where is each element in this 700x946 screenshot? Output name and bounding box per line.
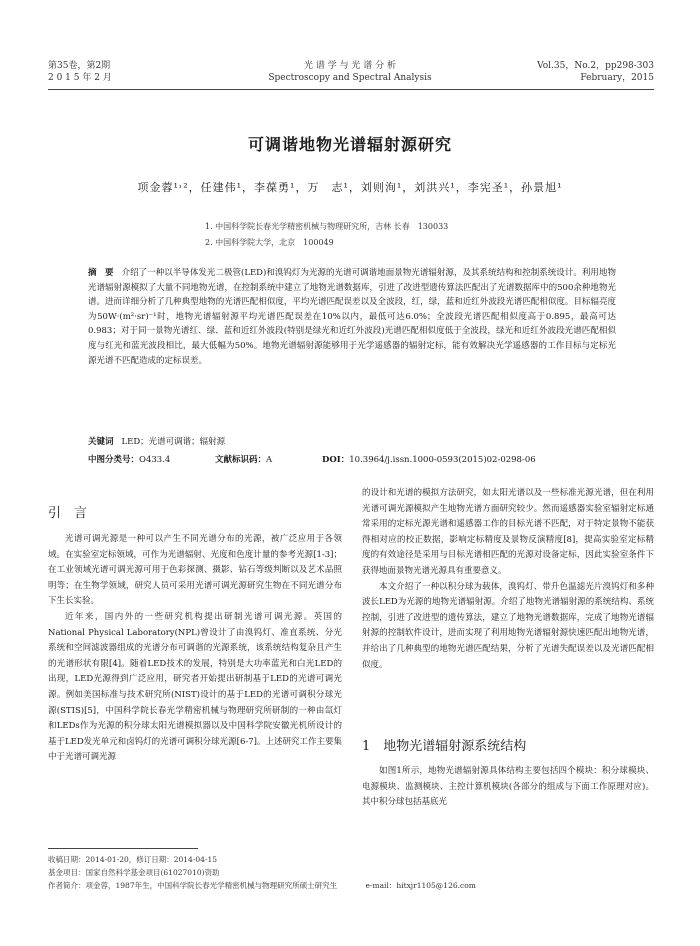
doc-code	[215, 453, 272, 467]
journal-pages	[537, 60, 654, 84]
received-date: 收稿日期：2014-01-20，修订日期：2014-04-15	[48, 855, 217, 864]
clc-number	[88, 453, 170, 467]
affiliation-1: 1. 中国科学院长春光学精密机械与物理研究所，吉林 长春 130033	[205, 222, 449, 231]
footnote-rule	[48, 848, 198, 849]
journal-issue: 第35卷，第2期	[48, 61, 111, 71]
author-email: e-mail：hitxjr1105@126.com	[365, 881, 476, 890]
abstract-text: 介绍了一种以半导体发光二极管(LED)和溴钨灯为光源的光谱可调谐地面景物光谱辐射源，及其系统结构和控制系统设计。利用地物光谱辐射源模拟了大量不同地物光谱，在控制系统中建立了地物光谱数据库，引进了改进型遗传算法匹配出了光谱数据库中的500余种地物光谱。进而详细分析了几种典型地物的光谱匹配相似度，平均光谱匹配误差以及全波段，红，绿，蓝和近红外波段光谱匹配相似度。目标辐亮度为50W·(m²·sr)⁻¹时，地物光谱辐射源平均光谱匹配误差在10%以内，最低可达6.0%；全波段光谱匹配相似度高于0.895，最高可达0.983；对于同一景物光谱红、绿、蓝和近红外波段(特别是绿光和近红外波段)光谱匹配相似度低于全波段，绿光和近红外波段光谱匹配相似度与红光和蓝光波段相比，最大低幅为50%。地物光谱辐射源能够用于光学遥感器的辐射定标，能有效解决光学遥感器的工作目标与定标光源光谱不匹配造成的定标误差。	[88, 268, 616, 366]
keywords	[88, 435, 225, 449]
doi	[322, 453, 536, 467]
intro-heading: 引 言	[48, 506, 88, 521]
section-1-heading: 1 地物光谱辐射源系统结构	[362, 739, 527, 754]
affiliations	[205, 219, 448, 251]
keywords-label: 关键词	[88, 437, 114, 447]
keywords-text: LED；光谱可调谐；辐射源	[121, 437, 226, 447]
abstract-label: 摘 要	[88, 268, 114, 278]
author-list: 项金蓉¹˒²，任建伟¹，李葆勇¹，万 志¹，刘则洵¹，刘洪兴¹，李宪圣¹，孙景旭¹	[137, 181, 563, 194]
doc-value: A	[266, 455, 273, 465]
section-1-paragraph-1: 如图1所示，地物光谱辐射源具体结构主要包括四个模块：积分球模块、电源模块、监测模块、主控计算机模块(各部分的组成与下面工作原理对应)。其中积分球包括基底光	[362, 766, 654, 808]
journal-month: February，2015	[580, 73, 654, 83]
journal-date: 2 0 1 5 年 2 月	[48, 73, 112, 83]
doi-label: DOI：	[322, 455, 350, 465]
intro-paragraph-1: 光谱可调光源是一种可以产生不同光谱分布的光源，被广泛应用于各领域。在实验室定标领域，可作为光谱辐射、光度和色度计量的参考光源[1-3]；在工业领域光谱可调光源可用于色彩探测、摄影、钻石等级判断以及艺术品照明等；在生物学领域，研究人员可采用光谱可调光源研究生物在不同光谱分布下生长实验。	[48, 534, 342, 607]
left-column	[48, 532, 342, 766]
header-rule	[48, 89, 654, 90]
affiliation-2: 2. 中国科学院大学，北京 100049	[205, 238, 334, 247]
author-bio-text: 作者简介：项金蓉，1987年生，中国科学院长春光学精密机械与物理研究所硕士研究生	[48, 881, 338, 890]
paper-title: 可调谐地物光谱辐射源研究	[247, 135, 452, 154]
intro-paragraph-2: 近年来，国内外的一些研究机构提出研制光谱可调光源。英国的 National Physical Laboratory(NPL)曾设计了由溴钨灯、准直系统、分光系统和空间滤波器组成的光谱分布可调谐的光源系统，该系统结构复杂且产生的光谱形状有限[4]。随着LED技术的发展，特别是大功率蓝光和白光LED的出现，LED光源得到广泛应用，研究者开始提出研制基于LED的光谱可调光源。例如美国标准与技术研究所(NIST)设计的基于LED的光谱可调积分球光源(STIS)[5]，中国科学院长春光学精密机械与物理研究所研制的一种由氙灯和LEDs作为光源的积分球太阳光谱模拟器以及中国科学院安徽光机所设计的基于LED发光单元和卤钨灯的光谱可调积分球光源[6-7]。上述研究工作主要集中于光谱可调光源	[48, 611, 342, 763]
author-bio	[48, 879, 654, 892]
footnote	[48, 853, 654, 892]
fund-info: 基金项目：国家自然科学基金项目(61027010)资助	[48, 868, 220, 877]
section-1-body	[362, 764, 654, 811]
clc-value: O433.4	[139, 455, 171, 465]
intro-paragraph-continued: 的设计和光谱的模拟方法研究，如太阳光谱以及一些标准光源光谱，但在利用光谱可调光源模拟产生地物光谱方面研究较少。然而遥感器实验室辐射定标通常采用的定标光源光谱和遥感器工作的目标光谱不匹配，对于特定景物不能获得相对应的校正数据，影响定标精度及景物反演精度[8]，提高实验室定标精度的有效途径是采用与目标光谱相匹配的光源对设备定标，因此实验室条件下获得地面景物光谱光源具有重要意义。	[362, 488, 654, 576]
right-column	[362, 486, 654, 673]
abstract	[88, 266, 616, 368]
journal-name-cn: 光 谱 学 与 光 谱 分 析	[303, 61, 397, 71]
doi-value: 10.3964/j.issn.1000-0593(2015)02-0298-06	[349, 455, 536, 465]
journal-name-en: Spectroscopy and Spectral Analysis	[268, 73, 432, 83]
journal-vol-pages: Vol.35，No.2，pp298-303	[537, 61, 654, 71]
doc-label: 文献标识码：	[215, 455, 267, 465]
clc-label: 中图分类号：	[88, 455, 140, 465]
intro-paragraph-3: 本文介绍了一种以积分球为载体，溴钨灯、带升色温滤光片溴钨灯和多种波长LED为光源的地物光谱辐射源。介绍了地物光谱辐射源的系统结构、系统控制，引进了改进型的遗传算法，建立了地物光谱数据库，完成了地物光谱辐射源的控制软件设计，进而实现了利用地物光谱辐射源快速匹配出地物光谱，并给出了几种典型的地物光谱匹配结果，分析了光谱失配误差以及光谱匹配相似度。	[362, 581, 654, 670]
